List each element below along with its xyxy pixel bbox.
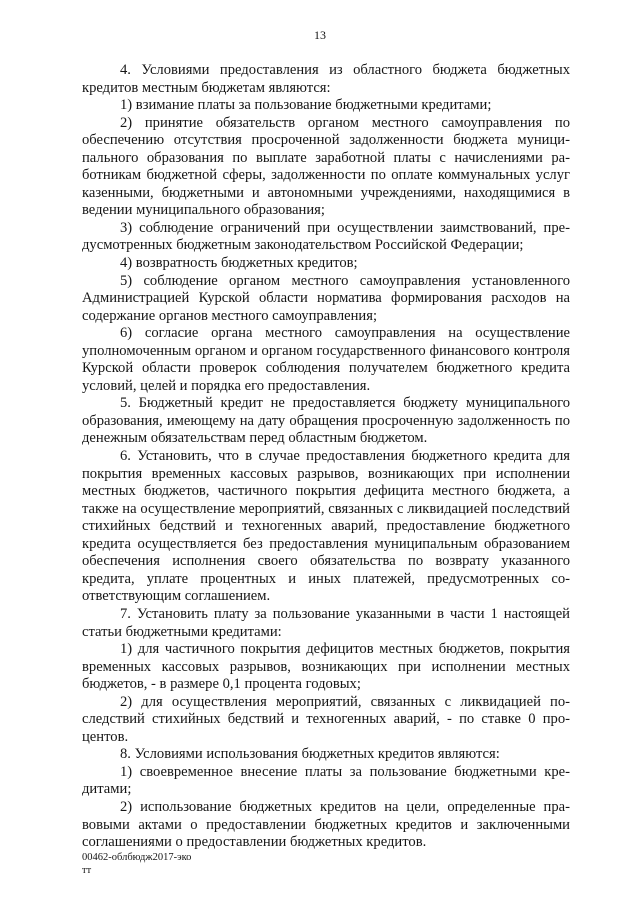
paragraph-clause-4-item-3: 3) соблюдение ограничений при осуществлении заимствований, предусмотренных бюджетным законодательством Российской Федерации;: [82, 219, 570, 254]
paragraph-clause-8: 8. Условиями использования бюджетных кредитов являются:: [120, 746, 500, 763]
paragraph-clause-7-item-1: 1) для частичного покрытия дефицитов местных бюджетов, покрытия временных кассовых разрывов, возникающих при исполнении местных бюджетов, - в размере 0,1 процента годовых;: [82, 641, 570, 693]
page-number: 13: [314, 28, 326, 42]
document-code: 00462-облбюдж2017-эко: [82, 852, 192, 863]
document-footer: [82, 851, 191, 877]
paragraph-clause-4-item-5: 5) соблюдение органом местного самоуправления установленного Администрацией Курской области норматива формирования расходов на содержание органов местного самоуправления;: [82, 272, 570, 324]
paragraph-clause-4-item-4: 4) возвратность бюджетных кредитов;: [120, 255, 358, 272]
paragraph-clause-4-item-1: 1) взимание платы за пользование бюджетными кредитами;: [120, 97, 492, 114]
document-body: [82, 62, 570, 852]
paragraph-clause-8-item-1: 1) своевременное внесение платы за пользование бюджетными кредитами;: [82, 763, 570, 798]
paragraph-clause-7: 7. Установить плату за пользование указанными в части 1 настоящей статьи бюджетными кредитами:: [82, 605, 570, 640]
paragraph-clause-4-item-6: 6) согласие органа местного самоуправления на осуществление уполномоченным органом и органом государственного финансового контроля Курской области проверок соблюдения получателем бюджетного кредита условий, целей и порядка его предоставления.: [82, 325, 570, 394]
author-initials: тт: [82, 865, 92, 876]
paragraph-clause-8-item-2: 2) использование бюджетных кредитов на цели, определенные правовыми актами о предоставлении бюджетных кредитов и заключенными соглашениями о предоставлении бюджетных кредитов.: [82, 798, 570, 851]
paragraph-clause-4-item-2: 2) принятие обязательств органом местного самоуправления по обеспечению отсутствия просроченной задолженности бюджета муниципального образования по выплате заработной платы с начислениями работникам бюджетной сферы, задолженности по оплате коммунальных услуг казенными, бюджетными и автономными учреждениями, находящимися в ведении муниципального образования;: [82, 114, 570, 219]
paragraph-clause-4: 4. Условиями предоставления из областного бюджета бюджетных кредитов местным бюджетам являются:: [82, 62, 570, 96]
paragraph-clause-5: 5. Бюджетный кредит не предоставляется бюджету муниципального образования, имеющему на дату обращения просроченную задолженность по денежным обязательствам перед областным бюджетом.: [82, 395, 570, 447]
paragraph-clause-7-item-2: 2) для осуществления мероприятий, связанных с ликвидацией последствий стихийных бедствий и техногенных аварий, - по ставке 0 процентов.: [82, 693, 570, 745]
paragraph-clause-6: 6. Установить, что в случае предоставления бюджетного кредита для покрытия временных кассовых разрывов, возникающих при исполнении местных бюджетов, частичного покрытия дефицита местного бюджета, а также на осуществление мероприятий, связанных с ликвидацией последствий стихийных бедствий и техногенных аварий, предоставление бюджетного кредита осуществляется без предоставления муниципальным образованием обеспечения исполнения своего обязательства по возврату указанного кредита, уплате процентных и иных платежей, предусмотренных соответствующим соглашением.: [82, 448, 570, 605]
